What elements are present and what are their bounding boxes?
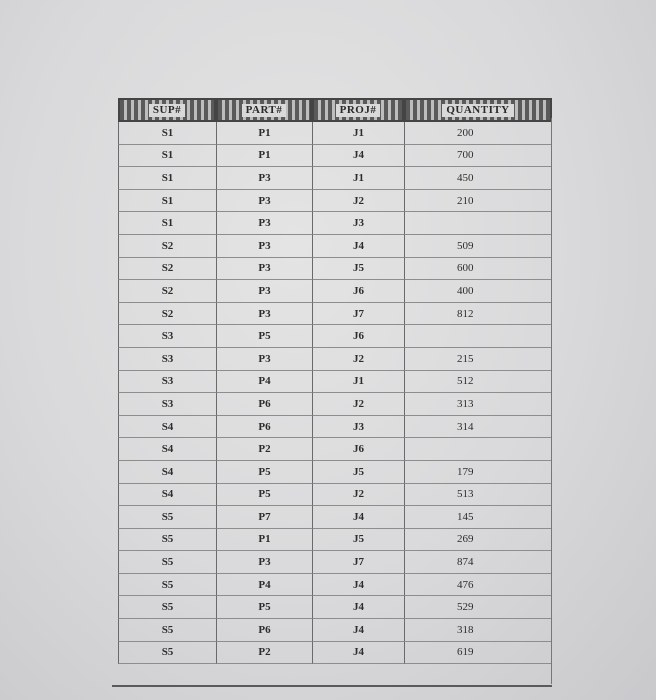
cell-sup: S4 <box>118 438 216 461</box>
cell-proj: J1 <box>312 167 404 190</box>
cell-quantity <box>404 212 552 235</box>
cell-part: P3 <box>216 348 312 371</box>
cell-part: P3 <box>216 190 312 213</box>
cell-proj: J6 <box>312 280 404 303</box>
cell-sup: S3 <box>118 371 216 394</box>
cell-proj: J6 <box>312 438 404 461</box>
cell-sup: S1 <box>118 190 216 213</box>
table-row <box>118 619 552 642</box>
header-proj-label: PROJ# <box>336 104 381 117</box>
table-row <box>118 484 552 507</box>
cell-sup: S2 <box>118 235 216 258</box>
cell-quantity: 874 <box>404 551 552 574</box>
cell-sup: S2 <box>118 258 216 281</box>
table-row <box>118 371 552 394</box>
header-sup <box>118 98 216 122</box>
cell-proj: J4 <box>312 642 404 665</box>
cell-proj: J3 <box>312 416 404 439</box>
table-row <box>118 506 552 529</box>
cell-sup: S3 <box>118 348 216 371</box>
cell-sup: S5 <box>118 574 216 597</box>
table-row <box>118 280 552 303</box>
cell-part: P3 <box>216 258 312 281</box>
cell-quantity <box>404 325 552 348</box>
cell-proj: J4 <box>312 145 404 168</box>
cell-proj: J3 <box>312 212 404 235</box>
cell-sup: S1 <box>118 122 216 145</box>
cell-part: P1 <box>216 122 312 145</box>
table-row <box>118 348 552 371</box>
cell-sup: S4 <box>118 461 216 484</box>
cell-quantity: 145 <box>404 506 552 529</box>
cell-proj: J4 <box>312 596 404 619</box>
cell-part: P6 <box>216 619 312 642</box>
cell-proj: J5 <box>312 258 404 281</box>
cell-proj: J4 <box>312 574 404 597</box>
cell-part: P5 <box>216 596 312 619</box>
cell-quantity: 529 <box>404 596 552 619</box>
table-row <box>118 122 552 145</box>
table-row <box>118 596 552 619</box>
cell-part: P3 <box>216 303 312 326</box>
cell-part: P3 <box>216 280 312 303</box>
cell-part: P3 <box>216 167 312 190</box>
table-row <box>118 551 552 574</box>
table-row <box>118 212 552 235</box>
cell-proj: J5 <box>312 461 404 484</box>
cell-proj: J2 <box>312 190 404 213</box>
table-row <box>118 258 552 281</box>
table-row <box>118 461 552 484</box>
cell-part: P6 <box>216 416 312 439</box>
cell-quantity: 215 <box>404 348 552 371</box>
cell-sup: S4 <box>118 484 216 507</box>
cell-quantity <box>404 438 552 461</box>
cell-part: P4 <box>216 371 312 394</box>
cell-proj: J6 <box>312 325 404 348</box>
cell-sup: S5 <box>118 619 216 642</box>
table-row <box>118 190 552 213</box>
cell-quantity: 700 <box>404 145 552 168</box>
table-bottom-border <box>112 685 552 687</box>
cell-part: P6 <box>216 393 312 416</box>
table-body <box>118 122 552 664</box>
cell-sup: S5 <box>118 596 216 619</box>
cell-proj: J2 <box>312 393 404 416</box>
cell-quantity: 450 <box>404 167 552 190</box>
header-quantity <box>404 98 552 122</box>
cell-sup: S5 <box>118 506 216 529</box>
cell-proj: J7 <box>312 303 404 326</box>
table-row <box>118 235 552 258</box>
cell-part: P2 <box>216 642 312 665</box>
cell-sup: S2 <box>118 303 216 326</box>
cell-quantity: 619 <box>404 642 552 665</box>
cell-quantity: 200 <box>404 122 552 145</box>
table-row <box>118 145 552 168</box>
cell-quantity: 179 <box>404 461 552 484</box>
cell-quantity: 314 <box>404 416 552 439</box>
cell-quantity: 600 <box>404 258 552 281</box>
header-part <box>216 98 312 122</box>
cell-quantity: 313 <box>404 393 552 416</box>
cell-part: P1 <box>216 529 312 552</box>
cell-quantity: 269 <box>404 529 552 552</box>
cell-part: P3 <box>216 551 312 574</box>
cell-sup: S5 <box>118 642 216 665</box>
spj-table <box>118 98 552 664</box>
cell-sup: S4 <box>118 416 216 439</box>
table-row <box>118 393 552 416</box>
cell-part: P3 <box>216 212 312 235</box>
cell-sup: S5 <box>118 551 216 574</box>
cell-sup: S3 <box>118 393 216 416</box>
cell-part: P1 <box>216 145 312 168</box>
cell-proj: J2 <box>312 484 404 507</box>
cell-proj: J1 <box>312 122 404 145</box>
header-part-label: PART# <box>242 104 287 117</box>
cell-proj: J4 <box>312 506 404 529</box>
cell-part: P2 <box>216 438 312 461</box>
cell-sup: S1 <box>118 145 216 168</box>
cell-part: P5 <box>216 461 312 484</box>
cell-proj: J5 <box>312 529 404 552</box>
table-row <box>118 438 552 461</box>
cell-quantity: 512 <box>404 371 552 394</box>
cell-sup: S3 <box>118 325 216 348</box>
header-quantity-label: QUANTITY <box>442 104 513 117</box>
cell-quantity: 812 <box>404 303 552 326</box>
table-row <box>118 529 552 552</box>
table-row <box>118 167 552 190</box>
header-proj <box>312 98 404 122</box>
cell-quantity: 210 <box>404 190 552 213</box>
cell-quantity: 509 <box>404 235 552 258</box>
cell-proj: J4 <box>312 619 404 642</box>
cell-part: P5 <box>216 325 312 348</box>
table-row <box>118 642 552 665</box>
cell-quantity: 318 <box>404 619 552 642</box>
supplier-parts-projects-table-container <box>118 98 552 664</box>
cell-part: P5 <box>216 484 312 507</box>
table-row <box>118 303 552 326</box>
cell-proj: J2 <box>312 348 404 371</box>
cell-sup: S1 <box>118 212 216 235</box>
table-row <box>118 416 552 439</box>
table-row <box>118 574 552 597</box>
cell-part: P3 <box>216 235 312 258</box>
cell-quantity: 513 <box>404 484 552 507</box>
cell-sup: S1 <box>118 167 216 190</box>
table-row <box>118 325 552 348</box>
cell-proj: J1 <box>312 371 404 394</box>
cell-quantity: 400 <box>404 280 552 303</box>
cell-quantity: 476 <box>404 574 552 597</box>
cell-proj: J4 <box>312 235 404 258</box>
cell-sup: S2 <box>118 280 216 303</box>
table-header-row <box>118 98 552 122</box>
header-sup-label: SUP# <box>149 104 185 117</box>
cell-proj: J7 <box>312 551 404 574</box>
table-right-border <box>551 118 552 684</box>
cell-sup: S5 <box>118 529 216 552</box>
cell-part: P7 <box>216 506 312 529</box>
cell-part: P4 <box>216 574 312 597</box>
